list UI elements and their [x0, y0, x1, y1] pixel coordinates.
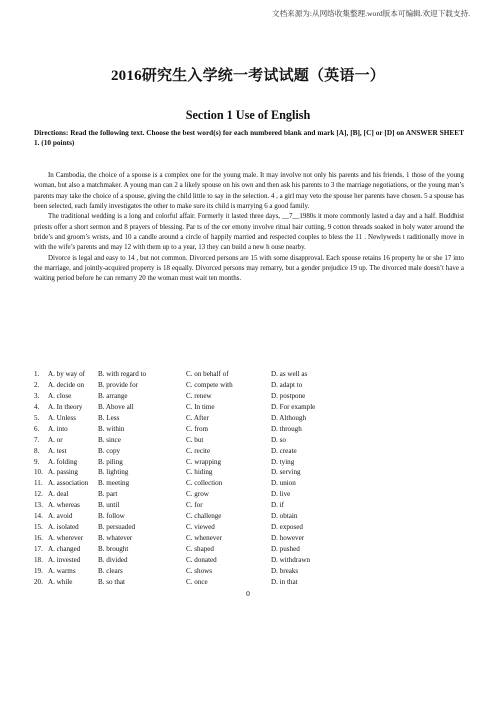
- option-d: D. exposed: [271, 523, 303, 532]
- question-number: 12.: [34, 490, 43, 499]
- question-option-row: [34, 369, 464, 380]
- question-number: 6.: [34, 424, 40, 433]
- question-option-row: [34, 380, 464, 391]
- option-c: C. donated: [186, 555, 217, 564]
- question-option-row: [34, 577, 464, 588]
- question-option-row: [34, 424, 464, 435]
- question-number: 15.: [34, 523, 43, 532]
- question-option-row: [34, 435, 464, 446]
- option-d: D. in that: [271, 577, 298, 586]
- option-a: A. while: [48, 577, 73, 586]
- question-option-row: [34, 402, 464, 413]
- option-b: B. until: [98, 501, 120, 510]
- question-option-row: [34, 467, 464, 478]
- option-a: A. In theory: [48, 402, 83, 411]
- option-a: A. association: [48, 479, 89, 488]
- option-c: C. wrapping: [186, 457, 222, 466]
- question-number: 10.: [34, 468, 43, 477]
- option-a: A. folding: [48, 457, 78, 466]
- question-number: 20.: [34, 577, 43, 586]
- exam-title: 2016研究生入学统一考试试题（英语一）: [110, 68, 385, 84]
- question-option-row: [34, 544, 464, 555]
- question-option-row: [34, 500, 464, 511]
- option-a: A. deal: [48, 490, 69, 499]
- option-a: A. Unless: [48, 413, 76, 422]
- option-b: B. copy: [98, 446, 121, 455]
- question-option-row: [34, 489, 464, 500]
- question-option-row: [34, 413, 464, 424]
- option-b: B. with regard to: [98, 370, 147, 378]
- option-d: D. so: [271, 435, 286, 444]
- section-title: Section 1 Use of English: [185, 108, 311, 122]
- option-b: B. part: [98, 490, 118, 499]
- option-b: B. follow: [98, 512, 125, 521]
- option-d: D. breaks: [271, 566, 299, 575]
- question-option-row: [34, 511, 464, 522]
- question-number: 7.: [34, 435, 40, 444]
- cloze-passage: [34, 170, 464, 284]
- question-number: 1.: [34, 370, 40, 378]
- question-number: 4.: [34, 402, 40, 411]
- option-b: B. lighting: [98, 468, 129, 477]
- question-option-row: [34, 457, 464, 468]
- option-b: B. whatever: [98, 534, 133, 543]
- question-number: 16.: [34, 534, 43, 543]
- option-c: C. shaped: [186, 545, 214, 553]
- option-b: B. within: [98, 424, 125, 433]
- option-d: D. Although: [271, 413, 307, 422]
- question-number: 8.: [34, 446, 40, 455]
- option-b: B. piling: [98, 457, 123, 466]
- question-number: 13.: [34, 501, 43, 510]
- page-number: 0: [246, 589, 250, 598]
- question-number: 5.: [34, 413, 40, 422]
- option-d: D. through: [271, 424, 302, 433]
- question-option-row: [34, 522, 464, 533]
- option-c: C. After: [186, 413, 209, 422]
- question-number: 9.: [34, 457, 40, 466]
- option-d: D. adapt to: [271, 380, 303, 389]
- option-b: B. meeting: [98, 479, 130, 488]
- option-a: A. into: [48, 424, 68, 433]
- option-b: B. arrange: [98, 391, 128, 400]
- option-d: D. if: [271, 501, 285, 510]
- option-d: D. withdrawn: [271, 555, 311, 564]
- option-c: C. compete with: [186, 380, 233, 389]
- option-b: B. Above all: [98, 402, 134, 411]
- option-b: B. since: [98, 435, 121, 444]
- question-number: 2.: [34, 380, 40, 389]
- source-note: 文档来源为:从网络收集整理.word版本可编辑.欢迎下载支持.: [271, 9, 470, 18]
- option-b: B. so that: [98, 577, 125, 586]
- option-d: D. however: [271, 534, 305, 543]
- option-a: A. decide on: [48, 380, 85, 389]
- question-option-row: [34, 391, 464, 402]
- passage-paragraph-1: In Cambodia, the choice of a spouse is a complex one for the young male. It may involve not only his parents and his friends, 1 those of the young woman, but also a matchmaker. A young man can 2 a likely spouse on his own and then ask his parents to 3 the marriage negotiations, or the young man’s parents may take the choice of a spouse, giving the child little to say in the selection. 4 , a girl may veto the spouse her parents have chosen. 5 a spouse has been selected, each family investigates the other to make sure its child is marrying 6 a good family.: [34, 171, 464, 211]
- option-d: D. tying: [271, 457, 295, 466]
- option-d: D. For example: [271, 402, 316, 411]
- option-c: C. In time: [186, 402, 215, 411]
- passage-paragraph-3: Divorce is legal and easy to 14 , but not common. Divorced persons are 15 with some disapproval. Each spouse retains 16 property he or she 17 into the marriage, and jointly-acquired property is 18 equally. Divorced persons may remarry, but a gender prejudice 19 up. The divorced male doesn’t have a waiting period before he can remarry 20 the woman must wait ten months.: [34, 253, 464, 283]
- option-a: A. isolated: [48, 523, 79, 532]
- option-a: A. passing: [48, 468, 78, 477]
- option-a: A. by way of: [48, 370, 86, 378]
- option-a: A. wherever: [48, 534, 84, 543]
- option-b: B. persuaded: [98, 523, 136, 532]
- option-c: C. from: [186, 424, 209, 433]
- question-number: 14.: [34, 512, 43, 521]
- question-number: 18.: [34, 555, 43, 564]
- option-a: A. test: [48, 446, 67, 455]
- question-option-row: [34, 446, 464, 457]
- option-c: C. whenever: [186, 534, 222, 543]
- option-b: B. divided: [98, 555, 128, 564]
- option-b: B. brought: [98, 545, 129, 553]
- option-d: D. pushed: [271, 545, 300, 553]
- option-a: A. close: [48, 391, 72, 400]
- option-b: B. clears: [98, 566, 123, 575]
- question-number: 17.: [34, 545, 43, 553]
- question-number: 3.: [34, 391, 40, 400]
- option-d: D. live: [271, 490, 291, 499]
- option-b: B. provide for: [98, 380, 138, 389]
- option-c: C. but: [186, 435, 204, 444]
- option-d: D. create: [271, 446, 297, 455]
- option-a: A. changed: [48, 545, 81, 553]
- directions-text: Directions: Read the following text. Choose the best word(s) for each numbered blank and mark [A], [B], [C] or [D] on ANSWER SHEET 1. (10 points): [34, 128, 464, 148]
- option-a: A. whereas: [48, 501, 80, 510]
- option-d: D. as well as: [271, 370, 308, 378]
- option-c: C. recite: [186, 446, 211, 455]
- option-c: C. collection: [186, 479, 223, 488]
- answer-options-list: [34, 369, 464, 588]
- option-c: C. hiding: [186, 468, 213, 477]
- option-c: C. for: [186, 501, 203, 510]
- option-d: D. serving: [271, 468, 301, 477]
- question-number: 11.: [34, 479, 43, 488]
- option-c: C. grow: [186, 490, 209, 499]
- option-a: A. or: [48, 435, 63, 444]
- passage-paragraph-2: The traditional wedding is a long and colorful affair. Formerly it lasted three days, __7__1980s it more commonly lasted a day and a half. Buddhist priests offer a short sermon and 8 prayers of blessing. Par ts of the cer emony involve ritual hair cutting, 9 cotton threads soaked in holy water around the bride’s and groom’s wrists, and 10 a candle around a circle of happily married and respected couples to bless the 11 . Newlyweds t raditionally move in with the wife’s parents and may 12 with them up to a year, 13 they can build a new h ouse nearby.: [34, 212, 464, 252]
- option-c: C. shows: [186, 566, 213, 575]
- option-a: A. invested: [48, 555, 81, 564]
- option-c: C. on behalf of: [186, 370, 229, 378]
- option-b: B. Less: [98, 413, 120, 422]
- option-a: A. avoid: [48, 512, 73, 521]
- option-d: D. postpone: [271, 391, 306, 400]
- question-option-row: [34, 533, 464, 544]
- option-d: D. obtain: [271, 512, 298, 521]
- option-c: C. once: [186, 577, 208, 586]
- option-c: C. viewed: [186, 523, 215, 532]
- option-d: D. union: [271, 479, 296, 488]
- option-c: C. renew: [186, 391, 212, 400]
- question-option-row: [34, 478, 464, 489]
- question-option-row: [34, 555, 464, 566]
- option-c: C. challenge: [186, 512, 222, 521]
- question-option-row: [34, 566, 464, 577]
- question-number: 19.: [34, 566, 43, 575]
- option-a: A. warms: [48, 566, 76, 575]
